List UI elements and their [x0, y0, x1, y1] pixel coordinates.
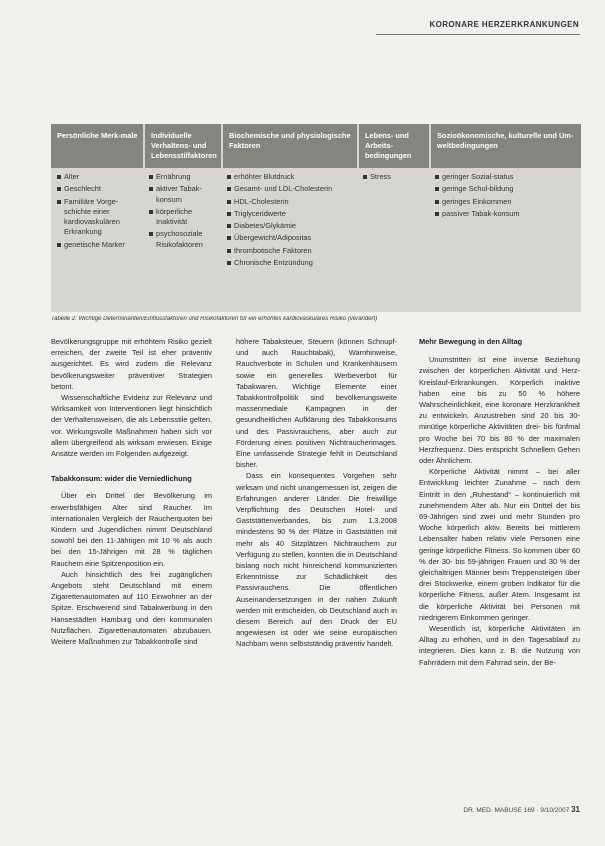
table-cell: Gesamt- und LDL-Cholesterin: [227, 184, 355, 194]
table-cell: Chronische Entzündung: [227, 258, 355, 268]
table-cell: aktiver Tabak-konsum: [149, 184, 221, 205]
page-footer: [400, 805, 580, 814]
header-rule: [376, 34, 580, 35]
table-cell: geringer Sozial-status: [435, 172, 575, 182]
journal-reference: DR. MED. MABUSE 169 · 9/10/2007: [463, 807, 570, 814]
paragraph: Bevölkerungsgruppe mit erhöhtem Risiko gezielt erreichen, der zweite Teil ist eher präventiv ausgerichtet. Es wird zudem die Relevanz bevölkerungsweiter präventiver Strategien betont.: [51, 337, 212, 391]
table-cell: geringes Einkommen: [435, 197, 575, 207]
risk-factor-table: [51, 124, 581, 312]
table-header-3: Biochemische und physiologische Faktoren: [223, 124, 357, 168]
paragraph: Dass ein konsequentes Vorgehen sehr wirksam und nicht unangemessen ist, zeigen die Erfahrungen anderer Länder. Die freiwillige Verpflichtung des Deutschen Hotel- und Gaststättenverbandes, bis zum 1.3.2008 mindestens 90 % der Plätze in Gaststätten mit mehr als 40 Sitzplätzen Nichtrauchern zur Verfügung zu stellen, konnten die in Deutschland bislang noch nicht hinreichend kommunizierten Erkenntnisse zur Schädlichkeit des Passivrauchens. Die öffentlichen Auseinandersetzungen in der nahen Zukunft werden mit entscheiden, ob Deutschland auch in diesem Bereich auf den Druck der EU angewiesen ist oder wie seine europäischen Nachbarn wenn selbstständig präventiv handelt.: [236, 471, 397, 649]
table-cell: thrombotische Faktoren: [227, 246, 355, 256]
section-heading: Mehr Bewegung in den Alltag: [419, 337, 523, 346]
table-cell: Ernährung: [149, 172, 221, 182]
table-cell: Familiäre Vorge-schichte einer kardiovaskulären Erkrankung: [57, 197, 143, 238]
paragraph: höhere Tabaksteuer, Steuern (können Schnupf- und auch Rauchtabak), Warnhinweise, Rauchverbote in Schulen und Krankenhäusern sowie ein generelles Werbeverbot für Tabakwaren. Wichtige Elemente einer Tabakkontrollpolitik sind bevölkerungsweite massenmediale Kampagnen in der gesundheitlichen Aufklärung des Tabakkonsums und des Passivrauchens, aber auch zur Förderung eines positiven Nichtraucherimages. Eine umfassende Strategie fehlt in Deutschland bisher.: [236, 337, 397, 470]
table-cell: genetische Marker: [57, 240, 143, 250]
table-cell: Diabetes/Glykämie: [227, 221, 355, 231]
table-caption: Tabelle 2: Wichtige Determinanten/Einflussfaktoren und Risikofaktoren für ein erhöhtes kardiovaskuläres Risiko (verändert): [51, 316, 378, 322]
table-header-1: Persönliche Merk-male: [51, 124, 143, 168]
table-column-1: [57, 172, 143, 252]
page-number: 31: [571, 805, 580, 814]
table-cell: Geschlecht: [57, 184, 143, 194]
table-header-2: Individuelle Verhaltens- und Lebensstilfaktoren: [145, 124, 221, 168]
table-cell: Alter: [57, 172, 143, 182]
paragraph: Wissenschaftliche Evidenz zur Relevanz und Wirksamkeit von Interventionen liegt hinsichtlich der Verhaltensweisen, die als Lebensstile gelten, vor. Wirkungsvolle Maßnahmen haben sich vor allem übergreifend als wirksam erwiesen. Einige Ansätze werden im Folgenden aufgezeigt.: [51, 393, 212, 459]
table-cell: Stress: [363, 172, 427, 182]
table-cell: erhöhter Blutdruck: [227, 172, 355, 182]
table-column-4: [363, 172, 427, 184]
table-cell: geringe Schul-bildung: [435, 184, 575, 194]
paragraph: Über ein Drittel der Bevölkerung im erwerbsfähigen Alter sind Raucher. Im internationalen Vergleich der Raucherquoten bei Kindern und Jugendlichen nimmt Deutschland sowohl bei den 11-Jährigen mit 10 % als auch bei den 15-Jährigen mit 28 % täglichen Rauchern eine Spitzenposition ein.: [51, 491, 212, 568]
paragraph: Körperliche Aktivität nimmt – bei aller Entwicklung leichter Zunahme – nach dem Eintritt in den „Ruhestand“ – kontinuierlich mit zunehmendem Alter ab. Nur ein Drittel der bis 69-Jährigen sind zwei und mehr Stunden pro Woche körperlich aktiv. Bereits bei mittlerem Lebensalter haben relativ viele Personen eine geringe körperliche Fitness. So kommen über 60 % der 30- bis 59-jährigen Frauen und 30 % der gleichaltrigen Männer beim Treppensteigen über drei Stockwerke, einem groben Indikator für die körperliche Fitness, außer Atem. Insgesamt ist die körperliche Aktivität bei Personen mit niedrigerem Einkommen geringer.: [419, 467, 580, 622]
table-header-5: Sozioökonomische, kulturelle und Um-weltbedingungen: [431, 124, 581, 168]
paragraph: Unumstritten ist eine inverse Beziehung zwischen der körperlichen Aktivität und Herz-Kreislauf-Erkrankungen. Körperlich inaktive haben eine bis zu 50 % höhere Wahrscheinlichkeit, eine koronare Herzkrankheit zu entwickeln. Anzustreben sind 20 bis 30-minütige körperliche Aktivitäten drei- bis fünfmal pro Woche bei 70 bis 80 % der maximalen Herzfrequenz. Dies entspricht Schnellem Gehen oder Ähnlichem.: [419, 355, 580, 466]
table-header-4: Lebens- und Arbeits-bedingungen: [359, 124, 429, 168]
table-cell: Triglyceridwerte: [227, 209, 355, 219]
table-cell: Übergewicht/Adipositas: [227, 233, 355, 243]
table-column-2: [149, 172, 221, 252]
running-header: KORONARE HERZERKRANKUNGEN: [429, 20, 579, 29]
paragraph: Wesentlich ist, körperliche Aktivitäten im Alltag zu erhöhen, und in den Tagesablauf zu integrieren. Dies kann z. B. die Nutzung von Fahrrädern mit dem Fahrrad sein, der Be-: [419, 624, 580, 667]
table-cell: passiver Tabak-konsum: [435, 209, 575, 219]
table-column-5: [435, 172, 575, 221]
text-column-2: [236, 336, 397, 650]
table-cell: körperliche Inaktivität: [149, 207, 221, 228]
table-column-3: [227, 172, 355, 270]
section-heading: Tabakkonsum: wider die Verniedlichung: [51, 474, 192, 484]
text-column-1: [51, 336, 212, 647]
paragraph: Auch hinsichtlich des frei zugänglichen Angebots steht Deutschland mit einem Zigarettenautomaten auf 110 Einwohner an der Spitze. Erschwerend sind Tabakwerbung in den Hansestädten Hamburg und den kommunalen Nutzflächen. Zigarettenautomaten abzubauen. Weitere Maßnahmen zur Tabakkontrolle sind: [51, 569, 212, 647]
table-cell: psychosoziale Risikofaktoren: [149, 229, 221, 250]
text-column-3: [419, 336, 580, 668]
table-cell: HDL-Cholesterin: [227, 197, 355, 207]
